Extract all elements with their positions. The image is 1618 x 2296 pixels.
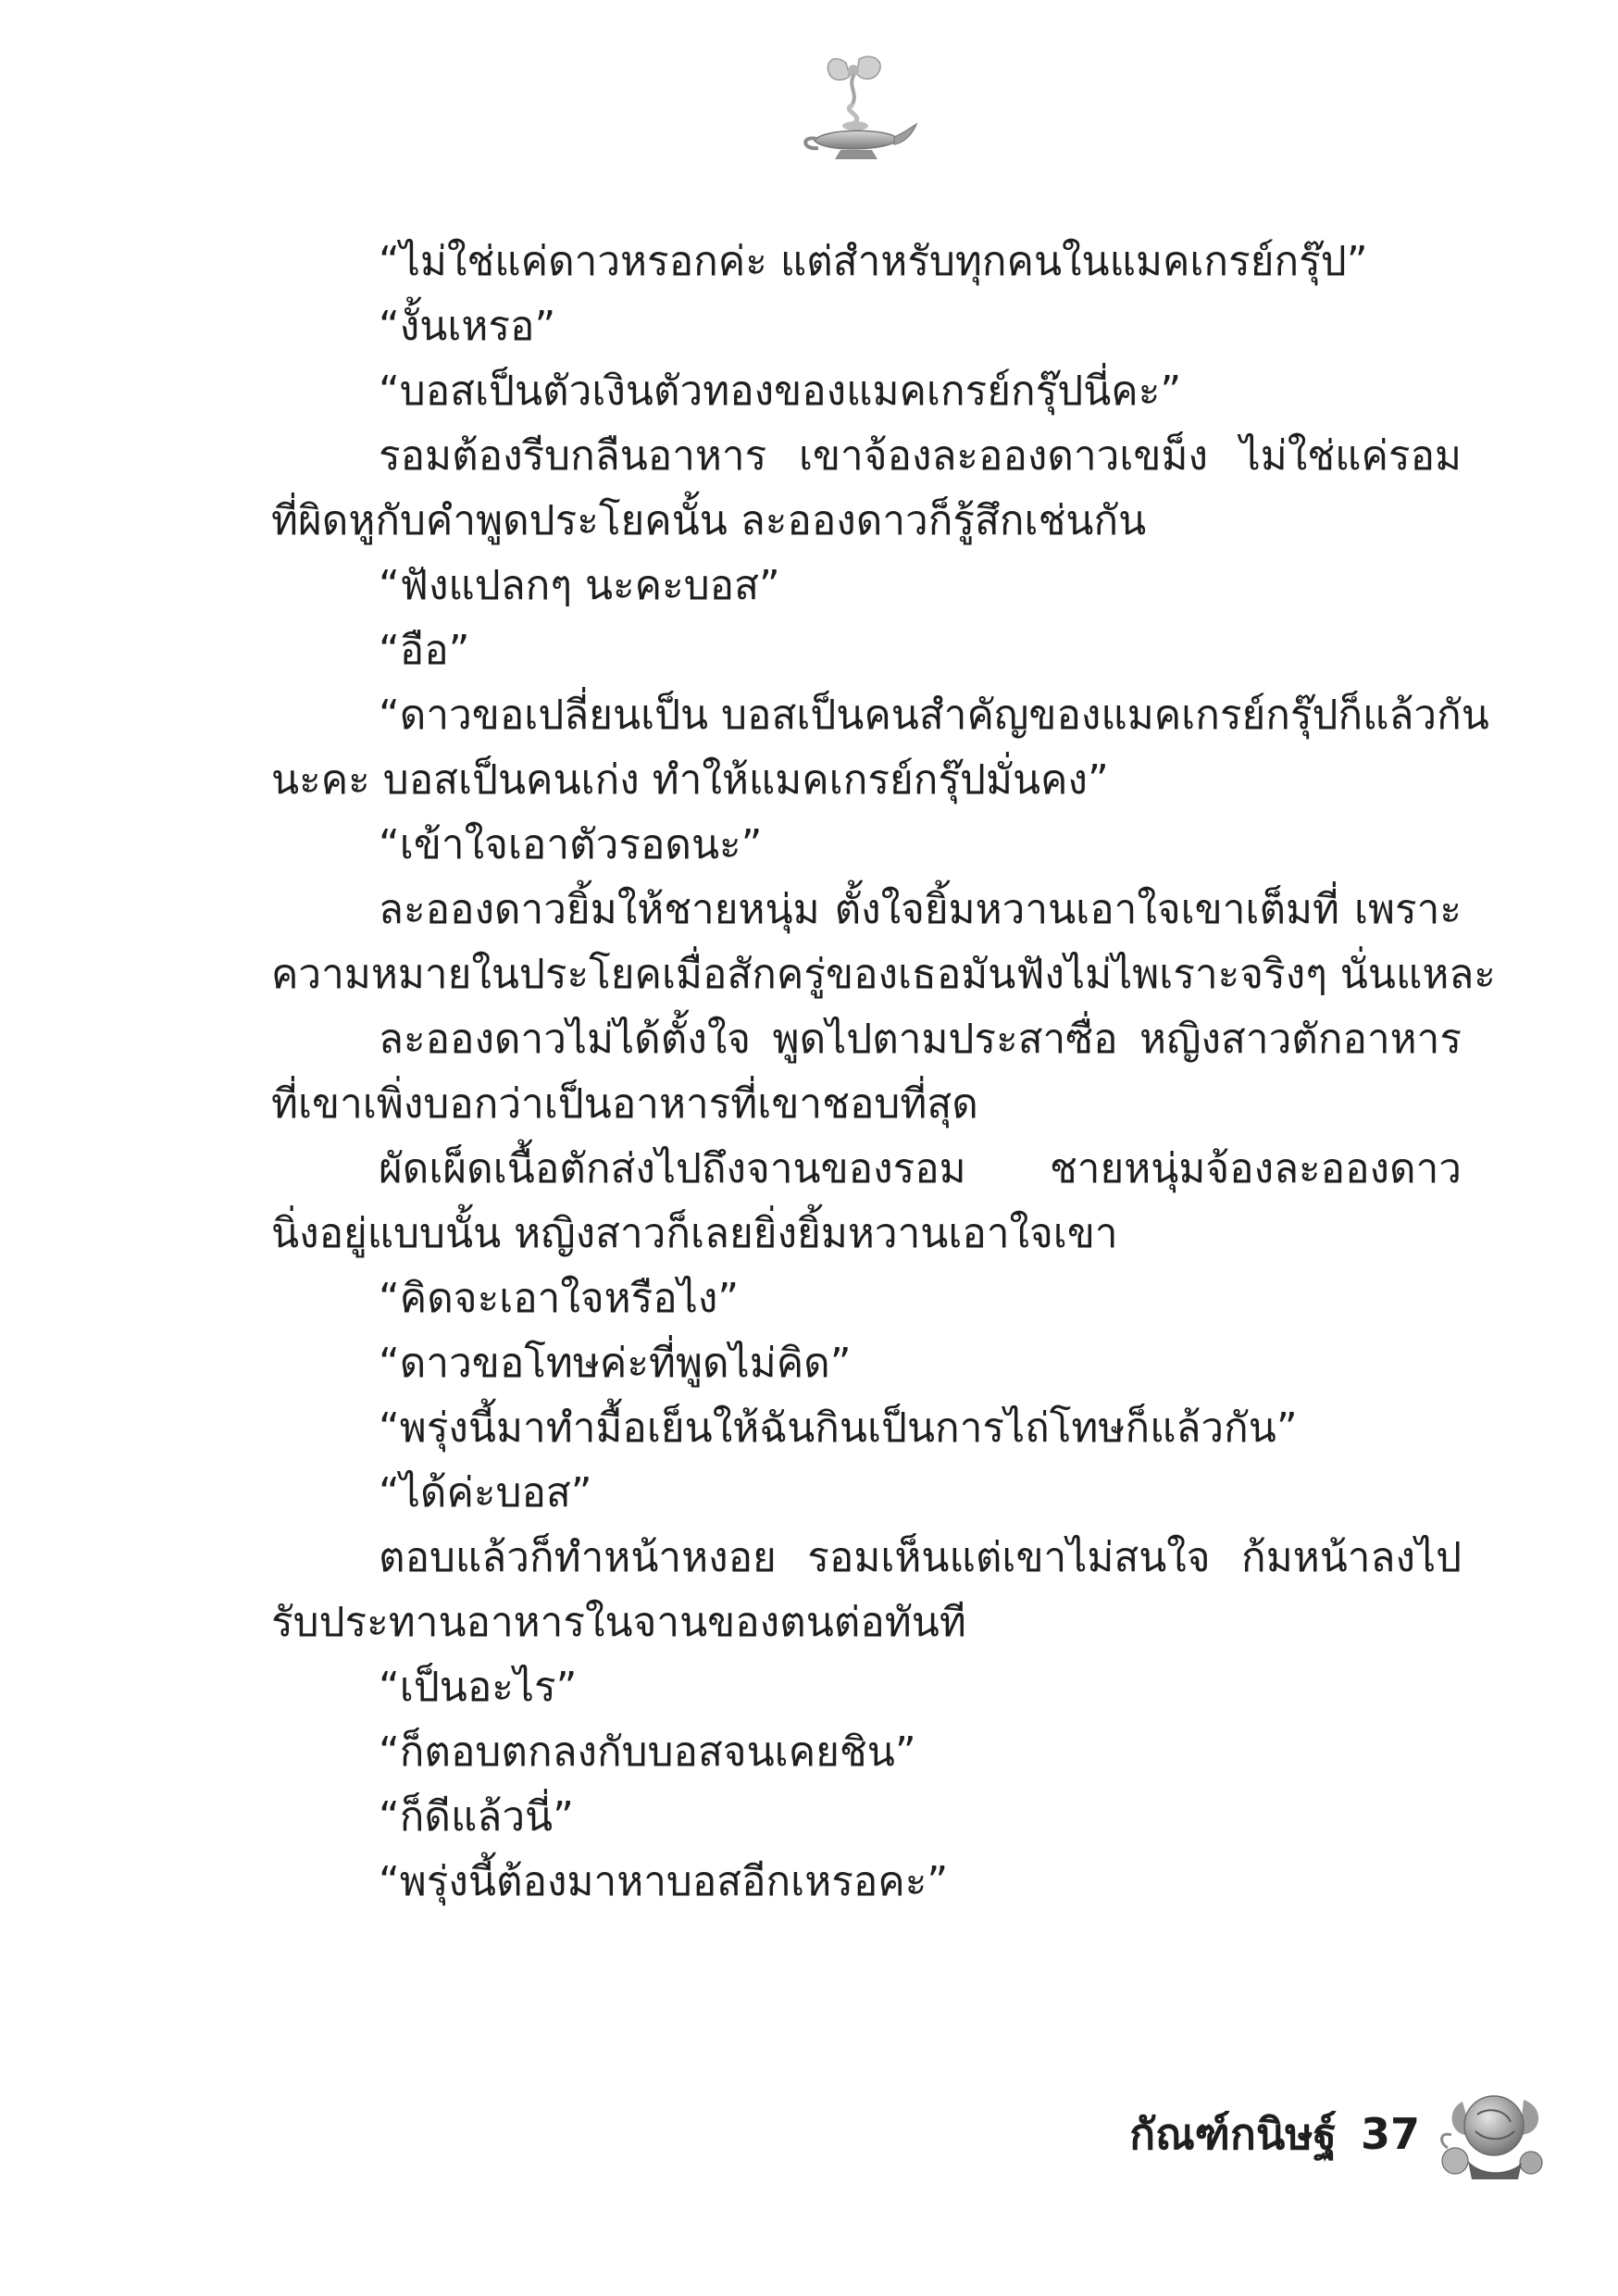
text-line: “อือ” [379,627,470,674]
text-line: ละอองดาวไม่ได้ตั้งใจ พูดไปตามประสาซื่อ หญิงสาวตักอาหาร [379,1016,1462,1063]
text-line: “ก็ดีแล้วนี่” [379,1793,574,1841]
text-line: “ดาวขอโทษค่ะที่พูดไม่คิด” [379,1340,852,1387]
text-line: นิ่งอยู่แบบนั้น หญิงสาวก็เลยยิ่งยิ้มหวานเอาใจเขา [271,1210,1118,1257]
text-line: รับประทานอาหารในจานของตนต่อทันที [271,1599,966,1646]
text-line: “พรุ่งนี้ต้องมาหาบอสอีกเหรอคะ” [379,1858,949,1905]
text-line: “ก็ตอบตกลงกับบอสจนเคยชิน” [379,1728,916,1776]
text-line: รอมต้องรีบกลืนอาหาร เขาจ้องละอองดาวเขม็ง ไม่ใช่แค่รอม [379,432,1462,480]
text-line: ผัดเผ็ดเนื้อตักส่งไปถึงจานของรอม ชายหนุ่มจ้องละอองดาว [379,1145,1462,1192]
text-line: นะคะ บอสเป็นคนเก่ง ทำให้แมคเกรย์กรุ๊ปมั่นคง” [271,756,1109,804]
text-line: ความหมายในประโยคเมื่อสักครู่ของเธอมันฟังไม่ไพเราะจริงๆ นั่นแหละ [271,951,1496,998]
text-line: “ดาวขอเปลี่ยนเป็น บอสเป็นคนสำคัญของแมคเกรย์กรุ๊ปก็แล้วกัน [379,692,1489,739]
page-footer [1037,2083,1555,2194]
text-line: ตอบแล้วก็ทำหน้าหงอย รอมเห็นแต่เขาไม่สนใจ ก้มหน้าลงไป [379,1534,1462,1581]
text-line: ที่ผิดหูกับคำพูดประโยคนั้น ละอองดาวก็รู้สึกเช่นกัน [271,497,1147,544]
text-line: “บอสเป็นตัวเงินตัวทองของแมคเกรย์กรุ๊ปนี่คะ” [379,368,1182,415]
text-line: “ไม่ใช่แค่ดาวหรอกค่ะ แต่สำหรับทุกคนในแมคเกรย์กรุ๊ป” [379,238,1368,285]
text-line: “คิดจะเอาใจหรือไง” [379,1275,740,1322]
magic-lamp-icon [798,54,918,165]
text-line: “พรุ่งนี้มาทำมื้อเย็นให้ฉันกินเป็นการไถ่โทษก็แล้วกัน” [379,1404,1298,1452]
text-line: “เข้าใจเอาตัวรอดนะ” [379,821,763,868]
floral-bouquet-icon [1435,2083,1555,2185]
text-line: ละอองดาวยิ้มให้ชายหนุ่ม ตั้งใจยิ้มหวานเอาใจเขาเต็มที่ เพราะ [379,886,1462,933]
text-line: “ได้ค่ะบอส” [379,1469,592,1516]
page-number: 37 [1360,2109,1420,2159]
text-line: “งั้นเหรอ” [379,303,556,350]
text-line: “ฟังแปลกๆ นะคะบอส” [379,562,780,609]
running-title: กัณฑ์กนิษฐ์ [1129,2109,1337,2159]
text-line: “เป็นอะไร” [379,1664,578,1711]
text-line: ที่เขาเพิ่งบอกว่าเป็นอาหารที่เขาชอบที่สุด [271,1080,978,1128]
